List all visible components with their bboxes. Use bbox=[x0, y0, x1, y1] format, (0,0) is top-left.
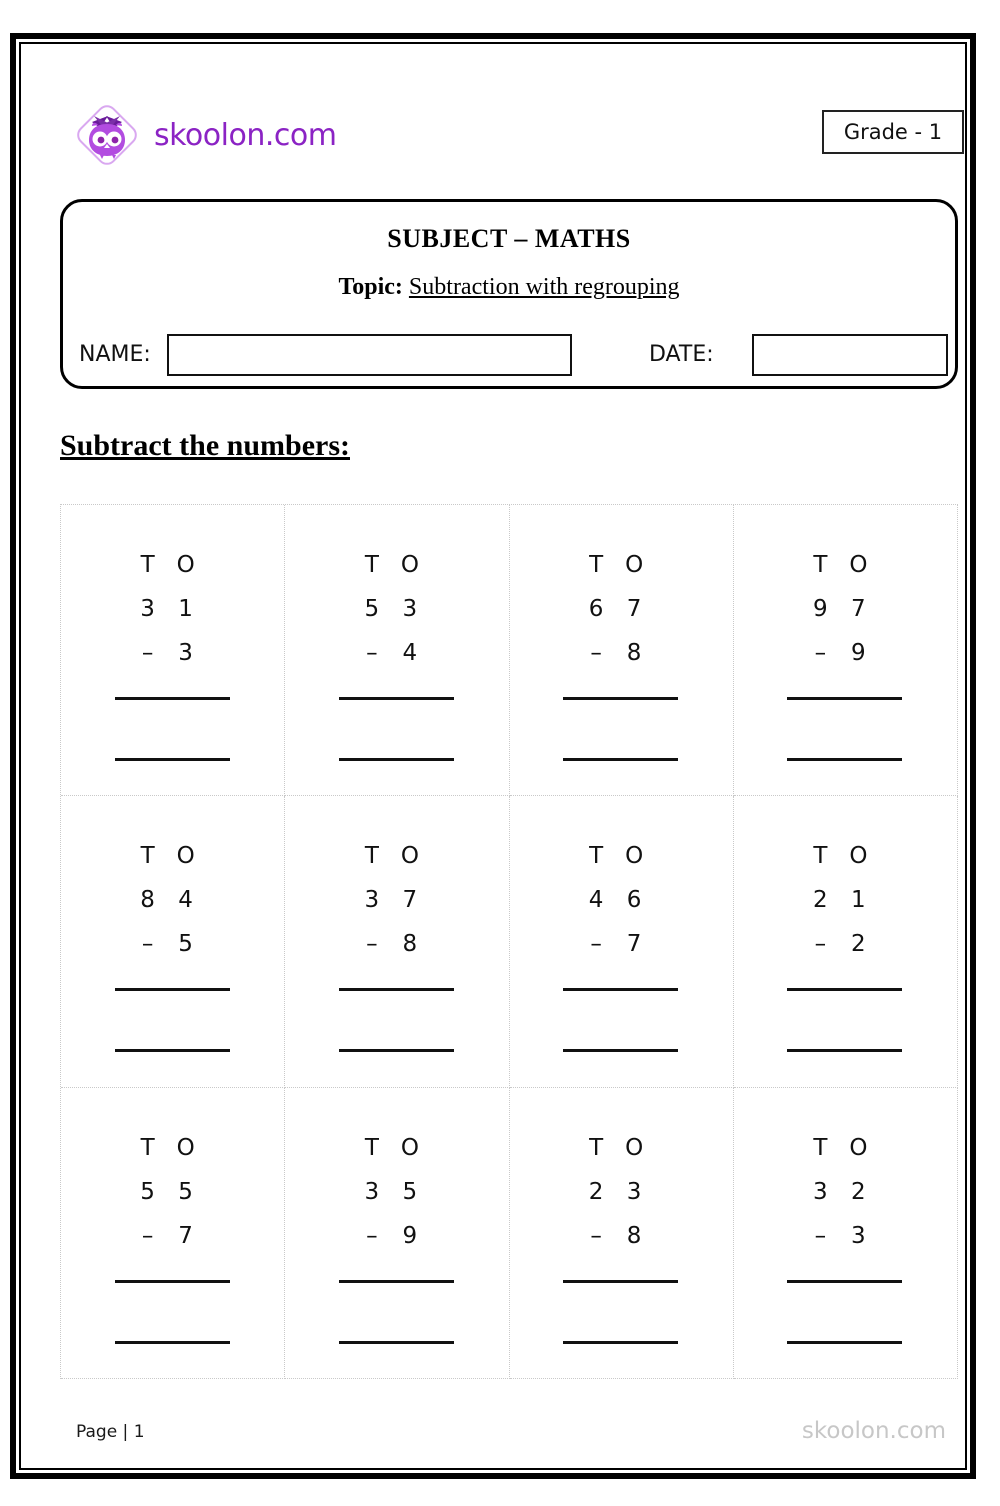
ones-column-label: O bbox=[849, 843, 868, 870]
problem-cell bbox=[734, 1088, 958, 1379]
minus-icon: – bbox=[590, 640, 602, 666]
tens-column-label: T bbox=[589, 552, 604, 578]
problem-grid bbox=[60, 504, 958, 1379]
place-value-header bbox=[769, 834, 921, 878]
subtraction-problem bbox=[769, 834, 921, 1052]
minuend-ones: 2 bbox=[851, 1178, 866, 1205]
minuend-tens: 3 bbox=[813, 1178, 828, 1205]
rule-line bbox=[115, 1280, 230, 1283]
minuend-tens: 2 bbox=[813, 887, 828, 914]
answer-line[interactable] bbox=[787, 1049, 902, 1052]
subtrahend-row bbox=[769, 1214, 921, 1258]
tens-column-label: T bbox=[140, 552, 155, 578]
tens-column-label: T bbox=[813, 552, 828, 578]
subtrahend-row bbox=[97, 1214, 249, 1258]
place-value-header bbox=[321, 834, 473, 878]
problem-cell bbox=[734, 796, 958, 1087]
place-value-header bbox=[545, 834, 697, 878]
minus-icon: – bbox=[814, 640, 827, 666]
problem-cell bbox=[285, 1088, 509, 1379]
minuend-tens: 3 bbox=[364, 887, 380, 914]
answer-line[interactable] bbox=[787, 1341, 902, 1344]
owl-logo-icon bbox=[70, 98, 144, 172]
minus-icon: – bbox=[814, 1222, 827, 1249]
rule-line bbox=[787, 1280, 902, 1283]
place-value-header bbox=[769, 1126, 921, 1170]
tens-column-label: T bbox=[364, 843, 379, 870]
rule-line bbox=[563, 1280, 678, 1283]
subtrahend-ones: 8 bbox=[626, 640, 642, 666]
minuend-row bbox=[97, 1170, 249, 1214]
rule-line bbox=[787, 697, 902, 700]
subtrahend-ones: 4 bbox=[402, 640, 418, 666]
subtraction-problem bbox=[97, 834, 249, 1052]
subtrahend-ones: 8 bbox=[626, 1222, 642, 1249]
problem-cell bbox=[61, 1088, 285, 1379]
subtrahend-row bbox=[769, 922, 921, 966]
rule-line bbox=[339, 697, 454, 700]
subtrahend-ones: 9 bbox=[851, 640, 866, 666]
tens-column-label: T bbox=[813, 1134, 828, 1161]
minuend-tens: 5 bbox=[364, 596, 380, 622]
answer-line[interactable] bbox=[339, 1341, 454, 1344]
minuend-tens: 6 bbox=[588, 596, 604, 622]
ones-column-label: O bbox=[400, 843, 419, 870]
subtraction-problem bbox=[321, 1126, 473, 1344]
rule-line bbox=[115, 988, 230, 991]
name-label: NAME: bbox=[79, 342, 151, 367]
subtraction-problem bbox=[321, 834, 473, 1052]
instruction-heading: Subtract the numbers: bbox=[60, 429, 350, 462]
minus-icon: – bbox=[590, 1222, 602, 1249]
brand-logo[interactable] bbox=[70, 98, 336, 172]
subtrahend-ones: 7 bbox=[178, 1222, 193, 1249]
minuend-row bbox=[321, 587, 473, 631]
topic-label: Topic: bbox=[338, 274, 403, 300]
subtraction-problem bbox=[97, 1126, 249, 1344]
minuend-ones: 5 bbox=[178, 1178, 193, 1205]
minuend-row bbox=[545, 587, 697, 631]
ones-column-label: O bbox=[625, 552, 644, 578]
place-value-header bbox=[769, 543, 921, 587]
minus-icon: – bbox=[141, 1222, 154, 1249]
subtraction-problem bbox=[545, 1126, 697, 1344]
minuend-row bbox=[545, 1170, 697, 1214]
tens-column-label: T bbox=[140, 1134, 155, 1161]
minuend-row bbox=[321, 878, 473, 922]
page-number: Page | 1 bbox=[76, 1422, 145, 1442]
ones-column-label: O bbox=[849, 1134, 868, 1161]
minuend-ones: 1 bbox=[178, 596, 193, 622]
ones-column-label: O bbox=[176, 843, 195, 870]
problem-cell bbox=[734, 505, 958, 796]
rule-line bbox=[787, 988, 902, 991]
worksheet-info-box bbox=[60, 199, 958, 389]
minuend-row bbox=[321, 1170, 473, 1214]
place-value-header bbox=[97, 1126, 249, 1170]
answer-line[interactable] bbox=[563, 1341, 678, 1344]
answer-line[interactable] bbox=[339, 1049, 454, 1052]
tens-column-label: T bbox=[589, 1134, 604, 1161]
place-value-header bbox=[545, 1126, 697, 1170]
rule-line bbox=[115, 697, 230, 700]
subtrahend-row bbox=[545, 922, 697, 966]
rule-line bbox=[339, 1280, 454, 1283]
subtrahend-row bbox=[321, 1214, 473, 1258]
ones-column-label: O bbox=[625, 1134, 644, 1161]
page-border-frame bbox=[10, 33, 976, 1479]
minuend-ones: 1 bbox=[851, 887, 866, 914]
minuend-ones: 3 bbox=[626, 1178, 642, 1205]
minuend-ones: 3 bbox=[402, 596, 418, 622]
name-date-row bbox=[63, 330, 961, 382]
minus-icon: – bbox=[366, 931, 378, 958]
brand-name: skoolon.com bbox=[154, 117, 337, 153]
minuend-tens: 3 bbox=[140, 596, 155, 622]
minuend-tens: 2 bbox=[588, 1178, 604, 1205]
grade-label: Grade - 1 bbox=[843, 120, 943, 144]
minuend-ones: 7 bbox=[402, 887, 418, 914]
tens-column-label: T bbox=[140, 843, 155, 870]
rule-line bbox=[339, 988, 454, 991]
ones-column-label: O bbox=[400, 552, 419, 578]
subtrahend-row bbox=[545, 631, 697, 675]
worksheet-sheet bbox=[38, 84, 980, 1506]
tens-column-label: T bbox=[364, 1134, 379, 1161]
minuend-tens: 8 bbox=[140, 887, 155, 914]
minuend-ones: 7 bbox=[851, 596, 866, 622]
problem-cell bbox=[61, 796, 285, 1087]
minus-icon: – bbox=[814, 931, 827, 958]
subtrahend-ones: 3 bbox=[178, 640, 193, 666]
subtraction-problem bbox=[321, 543, 473, 761]
minuend-row bbox=[769, 587, 921, 631]
problem-cell bbox=[285, 505, 509, 796]
answer-line[interactable] bbox=[339, 758, 454, 761]
rule-line bbox=[563, 988, 678, 991]
grade-badge bbox=[822, 110, 964, 154]
ones-column-label: O bbox=[176, 552, 195, 578]
subtraction-problem bbox=[769, 1126, 921, 1344]
subtrahend-ones: 9 bbox=[402, 1222, 418, 1249]
date-input[interactable] bbox=[752, 334, 948, 376]
subtrahend-row bbox=[321, 922, 473, 966]
subtrahend-row bbox=[97, 922, 249, 966]
topic-line bbox=[63, 274, 955, 301]
place-value-header bbox=[545, 543, 697, 587]
subtrahend-row bbox=[769, 631, 921, 675]
site-watermark: skoolon.com bbox=[801, 1418, 946, 1444]
name-input[interactable] bbox=[167, 334, 572, 376]
tens-column-label: T bbox=[589, 843, 604, 870]
minus-icon: – bbox=[141, 640, 154, 666]
subtrahend-ones: 3 bbox=[851, 1222, 866, 1249]
minuend-ones: 5 bbox=[402, 1178, 418, 1205]
answer-line[interactable] bbox=[115, 1341, 230, 1344]
subtrahend-row bbox=[97, 631, 249, 675]
ones-column-label: O bbox=[849, 552, 868, 578]
minus-icon: – bbox=[366, 640, 378, 666]
subtraction-problem bbox=[97, 543, 249, 761]
ones-column-label: O bbox=[625, 843, 644, 870]
minuend-row bbox=[97, 878, 249, 922]
subtrahend-row bbox=[321, 631, 473, 675]
tens-column-label: T bbox=[813, 843, 828, 870]
subtraction-problem bbox=[545, 834, 697, 1052]
problem-cell bbox=[285, 796, 509, 1087]
minuend-row bbox=[545, 878, 697, 922]
date-label: DATE: bbox=[649, 342, 714, 367]
minuend-row bbox=[97, 587, 249, 631]
minuend-tens: 5 bbox=[140, 1178, 155, 1205]
subtrahend-ones: 7 bbox=[626, 931, 642, 958]
answer-line[interactable] bbox=[563, 1049, 678, 1052]
place-value-header bbox=[321, 1126, 473, 1170]
minuend-tens: 3 bbox=[364, 1178, 380, 1205]
subject-title: SUBJECT – MATHS bbox=[387, 224, 631, 253]
tens-column-label: T bbox=[364, 552, 379, 578]
problem-cell bbox=[510, 505, 734, 796]
minuend-row bbox=[769, 1170, 921, 1214]
answer-line[interactable] bbox=[563, 758, 678, 761]
subtrahend-row bbox=[545, 1214, 697, 1258]
minuend-ones: 7 bbox=[626, 596, 642, 622]
rule-line bbox=[563, 697, 678, 700]
topic-value: Subtraction with regrouping bbox=[408, 274, 680, 300]
answer-line[interactable] bbox=[115, 1049, 230, 1052]
place-value-header bbox=[321, 543, 473, 587]
ones-column-label: O bbox=[400, 1134, 419, 1161]
minuend-tens: 4 bbox=[588, 887, 604, 914]
minus-icon: – bbox=[366, 1222, 378, 1249]
problem-cell bbox=[61, 505, 285, 796]
minuend-ones: 4 bbox=[178, 887, 193, 914]
minuend-tens: 9 bbox=[813, 596, 828, 622]
worksheet-header-row bbox=[38, 84, 980, 189]
answer-line[interactable] bbox=[115, 758, 230, 761]
subtrahend-ones: 2 bbox=[851, 931, 866, 958]
place-value-header bbox=[97, 834, 249, 878]
problem-cell bbox=[510, 1088, 734, 1379]
minus-icon: – bbox=[590, 931, 602, 958]
problem-cell bbox=[510, 796, 734, 1087]
subtraction-problem bbox=[769, 543, 921, 761]
subtrahend-ones: 5 bbox=[178, 931, 193, 958]
worksheet-footer bbox=[60, 1414, 958, 1454]
subtraction-problem bbox=[545, 543, 697, 761]
ones-column-label: O bbox=[176, 1134, 195, 1161]
minuend-row bbox=[769, 878, 921, 922]
place-value-header bbox=[97, 543, 249, 587]
answer-line[interactable] bbox=[787, 758, 902, 761]
minus-icon: – bbox=[141, 931, 154, 958]
subtrahend-ones: 8 bbox=[402, 931, 418, 958]
minuend-ones: 6 bbox=[626, 887, 642, 914]
